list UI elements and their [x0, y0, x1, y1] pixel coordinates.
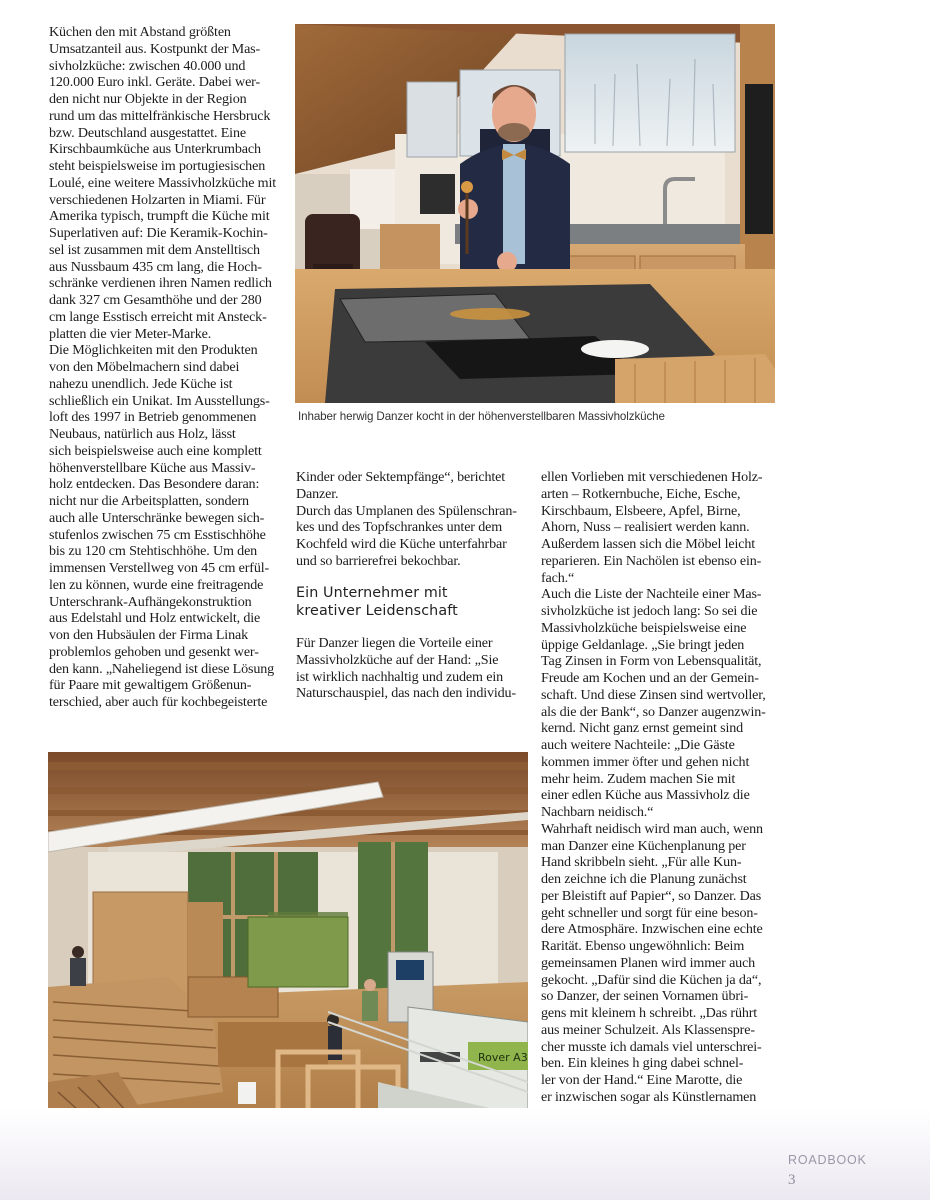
column-3-line: cher musste ich damals viel unterschrei-: [541, 1038, 762, 1055]
article-column-3: [541, 469, 781, 1189]
article-column-2: [296, 469, 531, 570]
column-1-line: nicht nur die Arbeitsplatten, sondern: [49, 493, 249, 509]
column-3-line: Tag Zinsen in Form von Lebensqualität,: [541, 653, 762, 670]
subheading-line-1: Ein Unternehmer mit: [296, 585, 448, 601]
column-1-line: platten die vier Meter-Marke.: [49, 325, 212, 342]
column-1-line: Neubaus, natürlich aus Holz, lässt: [49, 426, 236, 442]
column-1-line: sivholzküche: zwischen 40.000 und: [49, 57, 246, 74]
column-2-line: Kinder oder Sektempfänge“, berichtet: [296, 469, 506, 485]
column-3-line: üppige Geldanlage. „Sie bringt jeden: [541, 636, 745, 653]
column-1-line: sel ist zusammen mit dem Anstelltisch: [49, 241, 260, 258]
column-1-line: Unterschrank-Aufhängekonstruktion: [49, 593, 252, 610]
workshop-photo: [48, 752, 528, 1155]
column-1-line: Superlativen auf: Die Keramik-Kochin-: [49, 225, 268, 241]
column-1-line: Loulé, eine weitere Massivholzküche mit: [49, 174, 277, 191]
column-3-line: Nachbarn neidisch.“: [541, 804, 654, 820]
column-1-line: bis zu 120 cm Stehtischhöhe. Um den: [49, 543, 258, 560]
column-1-line: loft des 1997 in Betrieb genommenen: [49, 409, 257, 426]
column-1-line: von den Möbelmachern sind dabei: [49, 359, 240, 375]
column-3-line: ben. Ein kleines h ging dabei schnel-: [541, 1055, 744, 1072]
column-2b-line: Massivholzküche auf der Hand: „Sie: [296, 651, 499, 668]
column-3-line: als die der Bank“, so Danzer augenzwin-: [541, 703, 766, 720]
column-1-line: stufenlos zwischen 75 cm Esstischhöhe: [49, 526, 266, 543]
article-column-1: [49, 24, 284, 711]
column-3-line: gemeinsamen Planen wird immer auch: [541, 954, 756, 971]
column-1-line: steht beispielsweise im portugiesischen: [49, 158, 266, 174]
column-1-line: nahezu unendlich. Jede Küche ist: [49, 375, 233, 392]
column-1-line: höhenverstellbare Küche aus Massiv-: [49, 459, 256, 476]
column-1-line: den nicht nur Objekte in der Region: [49, 91, 247, 107]
column-1-line: immensen Verstellweg von 45 cm erfül-: [49, 560, 270, 576]
column-3-line: so Danzer, der seinen Vornamen übri-: [541, 988, 749, 1005]
column-1-line: problemlos gehoben und gesenkt wer-: [49, 643, 259, 660]
column-2b-line: Für Danzer liegen die Vorteile einer: [296, 635, 493, 651]
column-3-line: gekocht. „Dafür sind die Küchen ja da“,: [541, 971, 762, 988]
page-number: 3: [788, 1172, 796, 1188]
column-1-line: dank 327 cm Gesamthöhe und der 280: [49, 292, 262, 308]
column-3-line: kernd. Nicht ganz ernst gemeint sind: [541, 720, 744, 737]
column-3-line: ellen Vorlieben mit verschiedenen Holz-: [541, 469, 763, 485]
column-3-line: schaft. Und diese Zinsen sind wertvoller,: [541, 686, 766, 703]
column-3-line: mehr heim. Zudem machen Sie mit: [541, 770, 736, 787]
column-1-line: schließlich ein Unikat. Im Ausstellungs-: [49, 392, 270, 409]
column-3-line: dere Atmosphäre. Inzwischen eine echte: [541, 921, 763, 938]
column-1-line: Küchen den mit Abstand größten: [49, 24, 231, 40]
column-1-line: 120.000 Euro inkl. Geräte. Dabei wer-: [49, 74, 260, 91]
column-2-line: Durch das Umplanen des Spülenschran-: [296, 502, 517, 519]
column-3-line: geht schneller und sorgt für eine beson-: [541, 904, 758, 921]
column-3-line: man Danzer eine Küchenplanung per: [541, 837, 746, 854]
column-1-line: sich beispielsweise auch eine komplett: [49, 442, 262, 459]
column-1-line: Umsatzanteil aus. Kostpunkt der Mas-: [49, 40, 261, 57]
column-3-line: Hand skribbeln sieht. „Für alle Kun-: [541, 854, 742, 871]
column-1-line: len zu können, wurde eine freitragende: [49, 576, 264, 593]
section-subheading: [296, 584, 458, 620]
column-1-line: Kirschbaumküche aus Unterkrumbach: [49, 141, 261, 158]
column-3-line: reparieren. Ein Nachölen ist ebenso ein-: [541, 552, 762, 569]
kitchen-photo-caption: Inhaber herwig Danzer kocht in der höhenverstellbaren Massivholzküche: [298, 410, 665, 423]
column-1-line: den kann. „Naheliegend ist diese Lösung: [49, 660, 275, 677]
column-3-line: er inzwischen sogar als Künstlernamen: [541, 1088, 757, 1105]
magazine-name: ROADBOOK: [788, 1153, 867, 1167]
column-2-line: Kochfeld wird die Küche unterfahrbar: [296, 536, 507, 552]
column-3-line: per Bleistift auf Papier“, so Danzer. Das: [541, 887, 762, 904]
column-1-line: verschiedenen Holzarten in Miami. Für: [49, 191, 266, 208]
column-2-line: kes und des Topfschrankes unter dem: [296, 519, 503, 536]
column-3-line: Auch die Liste der Nachteile einer Mas-: [541, 586, 762, 603]
column-2b-line: Naturschauspiel, das nach den individu-: [296, 685, 516, 702]
column-1-line: Die Möglichkeiten mit den Produkten: [49, 342, 258, 359]
column-3-line: einer edlen Küche aus Massivholz die: [541, 787, 750, 804]
column-3-line: Kirschbaum, Elsbeere, Apfel, Birne,: [541, 502, 741, 519]
column-1-line: bzw. Deutschland ausgestattet. Eine: [49, 124, 246, 141]
column-1-line: aus Nussbaum 435 cm lang, die Hoch-: [49, 258, 262, 275]
column-1-line: rund um das mittelfränkische Hersbruck: [49, 107, 271, 124]
column-3-line: Rarität. Ebenso ungewöhnlich: Beim: [541, 938, 745, 954]
article-column-2b: [296, 635, 531, 702]
column-3-line: gens mit kleinem h schreibt. „Das rührt: [541, 1005, 758, 1021]
column-3-line: Massivholzküche beispielsweise eine: [541, 619, 747, 636]
column-3-line: auch weitere Nachteile: „Die Gäste: [541, 737, 735, 753]
column-1-line: für Paare mit gewaltigem Größenun-: [49, 677, 252, 694]
column-1-line: schränke verdienen ihren Namen redlich: [49, 275, 272, 292]
column-3-line: fach.“: [541, 569, 575, 586]
kitchen-photo: [295, 24, 775, 403]
column-1-line: Amerika typisch, trumpft die Küche mit: [49, 208, 270, 225]
column-1-line: holz entdecken. Das Besondere daran:: [49, 476, 260, 493]
column-3-line: Wahrhaft neidisch wird man auch, wenn: [541, 820, 763, 837]
subheading-line-2: kreativer Leidenschaft: [296, 603, 458, 619]
column-3-line: ler von der Hand.“ Eine Marotte, die: [541, 1072, 743, 1088]
column-1-line: auch alle Unterschränke bewegen sich-: [49, 509, 265, 526]
column-3-line: kommen immer öfter und gehen nicht: [541, 753, 750, 770]
column-3-line: den zeichne ich die Planung zunächst: [541, 871, 747, 887]
column-2-line: und so barrierefrei bekochbar.: [296, 552, 461, 569]
column-1-line: von den Hubsäulen der Firma Linak: [49, 627, 248, 643]
column-2-line: Danzer.: [296, 485, 339, 502]
column-1-line: aus Edelstahl und Holz entwickelt, die: [49, 610, 261, 627]
column-3-line: sivholzküche ist jedoch lang: So sei die: [541, 603, 758, 619]
machine-label: Rover A3: [478, 1051, 528, 1064]
column-3-line: Freude am Kochen und an der Gemein-: [541, 670, 759, 686]
column-2b-line: ist wirklich nachhaltig und zudem ein: [296, 668, 503, 685]
column-3-line: arten – Rotkernbuche, Eiche, Esche,: [541, 485, 741, 502]
column-3-line: aus meiner Schulzeit. Als Klassenspre-: [541, 1021, 755, 1038]
column-1-line: cm lange Esstisch erreicht mit Ansteck-: [49, 308, 267, 325]
column-1-line: terschied, aber auch für kochbegeisterte: [49, 694, 268, 710]
column-3-line: Ahorn, Nuss – realisiert werden kann.: [541, 519, 750, 536]
column-3-line: Außerdem lassen sich die Möbel leicht: [541, 536, 756, 552]
